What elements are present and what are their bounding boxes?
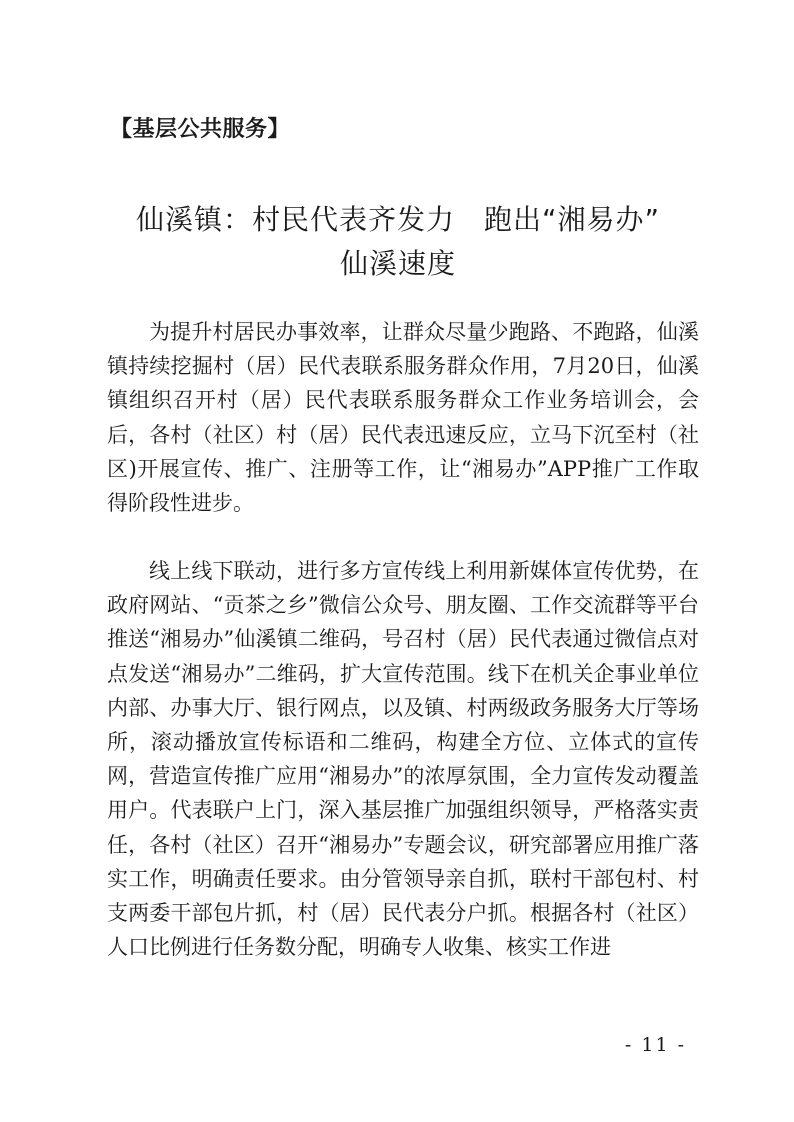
section-tag: 【基层公共服务】 xyxy=(110,117,291,142)
body-paragraph-1: 为提升村居民办事效率，让群众尽量少跑路、不跑路，仙溪镇持续挖掘村（居）民代表联系服务群众作用，7月20日，仙溪镇组织召开村（居）民代表联系服务群众工作业务培训会，会后，各村（社区）村（居）民代表迅速反应，立马下沉至村（社区)开展宣传、推广、注册等工作，让“湘易办”APP推广工作取得阶段性进步。 xyxy=(107,320,699,516)
page-number: - 11 - xyxy=(624,1034,686,1056)
body-paragraph-2: 线上线下联动，进行多方宣传线上利用新媒体宣传优势，在政府网站、“贡茶之乡”微信公众号、朋友圈、工作交流群等平台推送“湘易办”仙溪镇二维码，号召村（居）民代表通过微信点对点发送“湘易办”二维码，扩大宣传范围。线下在机关企事业单位内部、办事大厅、银行网点，以及镇、村两级政务服务大厅等场所，滚动播放宣传标语和二维码，构建全方位、立体式的宣传网，营造宣传推广应用“湘易办”的浓厚氛围，全力宣传发动覆盖用户。代表联户上门，深入基层推广加强组织领导，严格落实责任，各村（社区）召开“湘易办”专题会议，研究部署应用推广落实工作，明确责任要求。由分管领导亲自抓，联村干部包村、村支两委干部包片抓，村（居）民代表分户抓。根据各村（社区）人口比例进行任务数分配，明确专人收集、核实工作进 xyxy=(107,559,699,960)
article-title-line-2: 仙溪速度 xyxy=(339,247,456,280)
article-title-line-1: 仙溪镇：村民代表齐发力 跑出“湘易办” xyxy=(135,203,660,236)
